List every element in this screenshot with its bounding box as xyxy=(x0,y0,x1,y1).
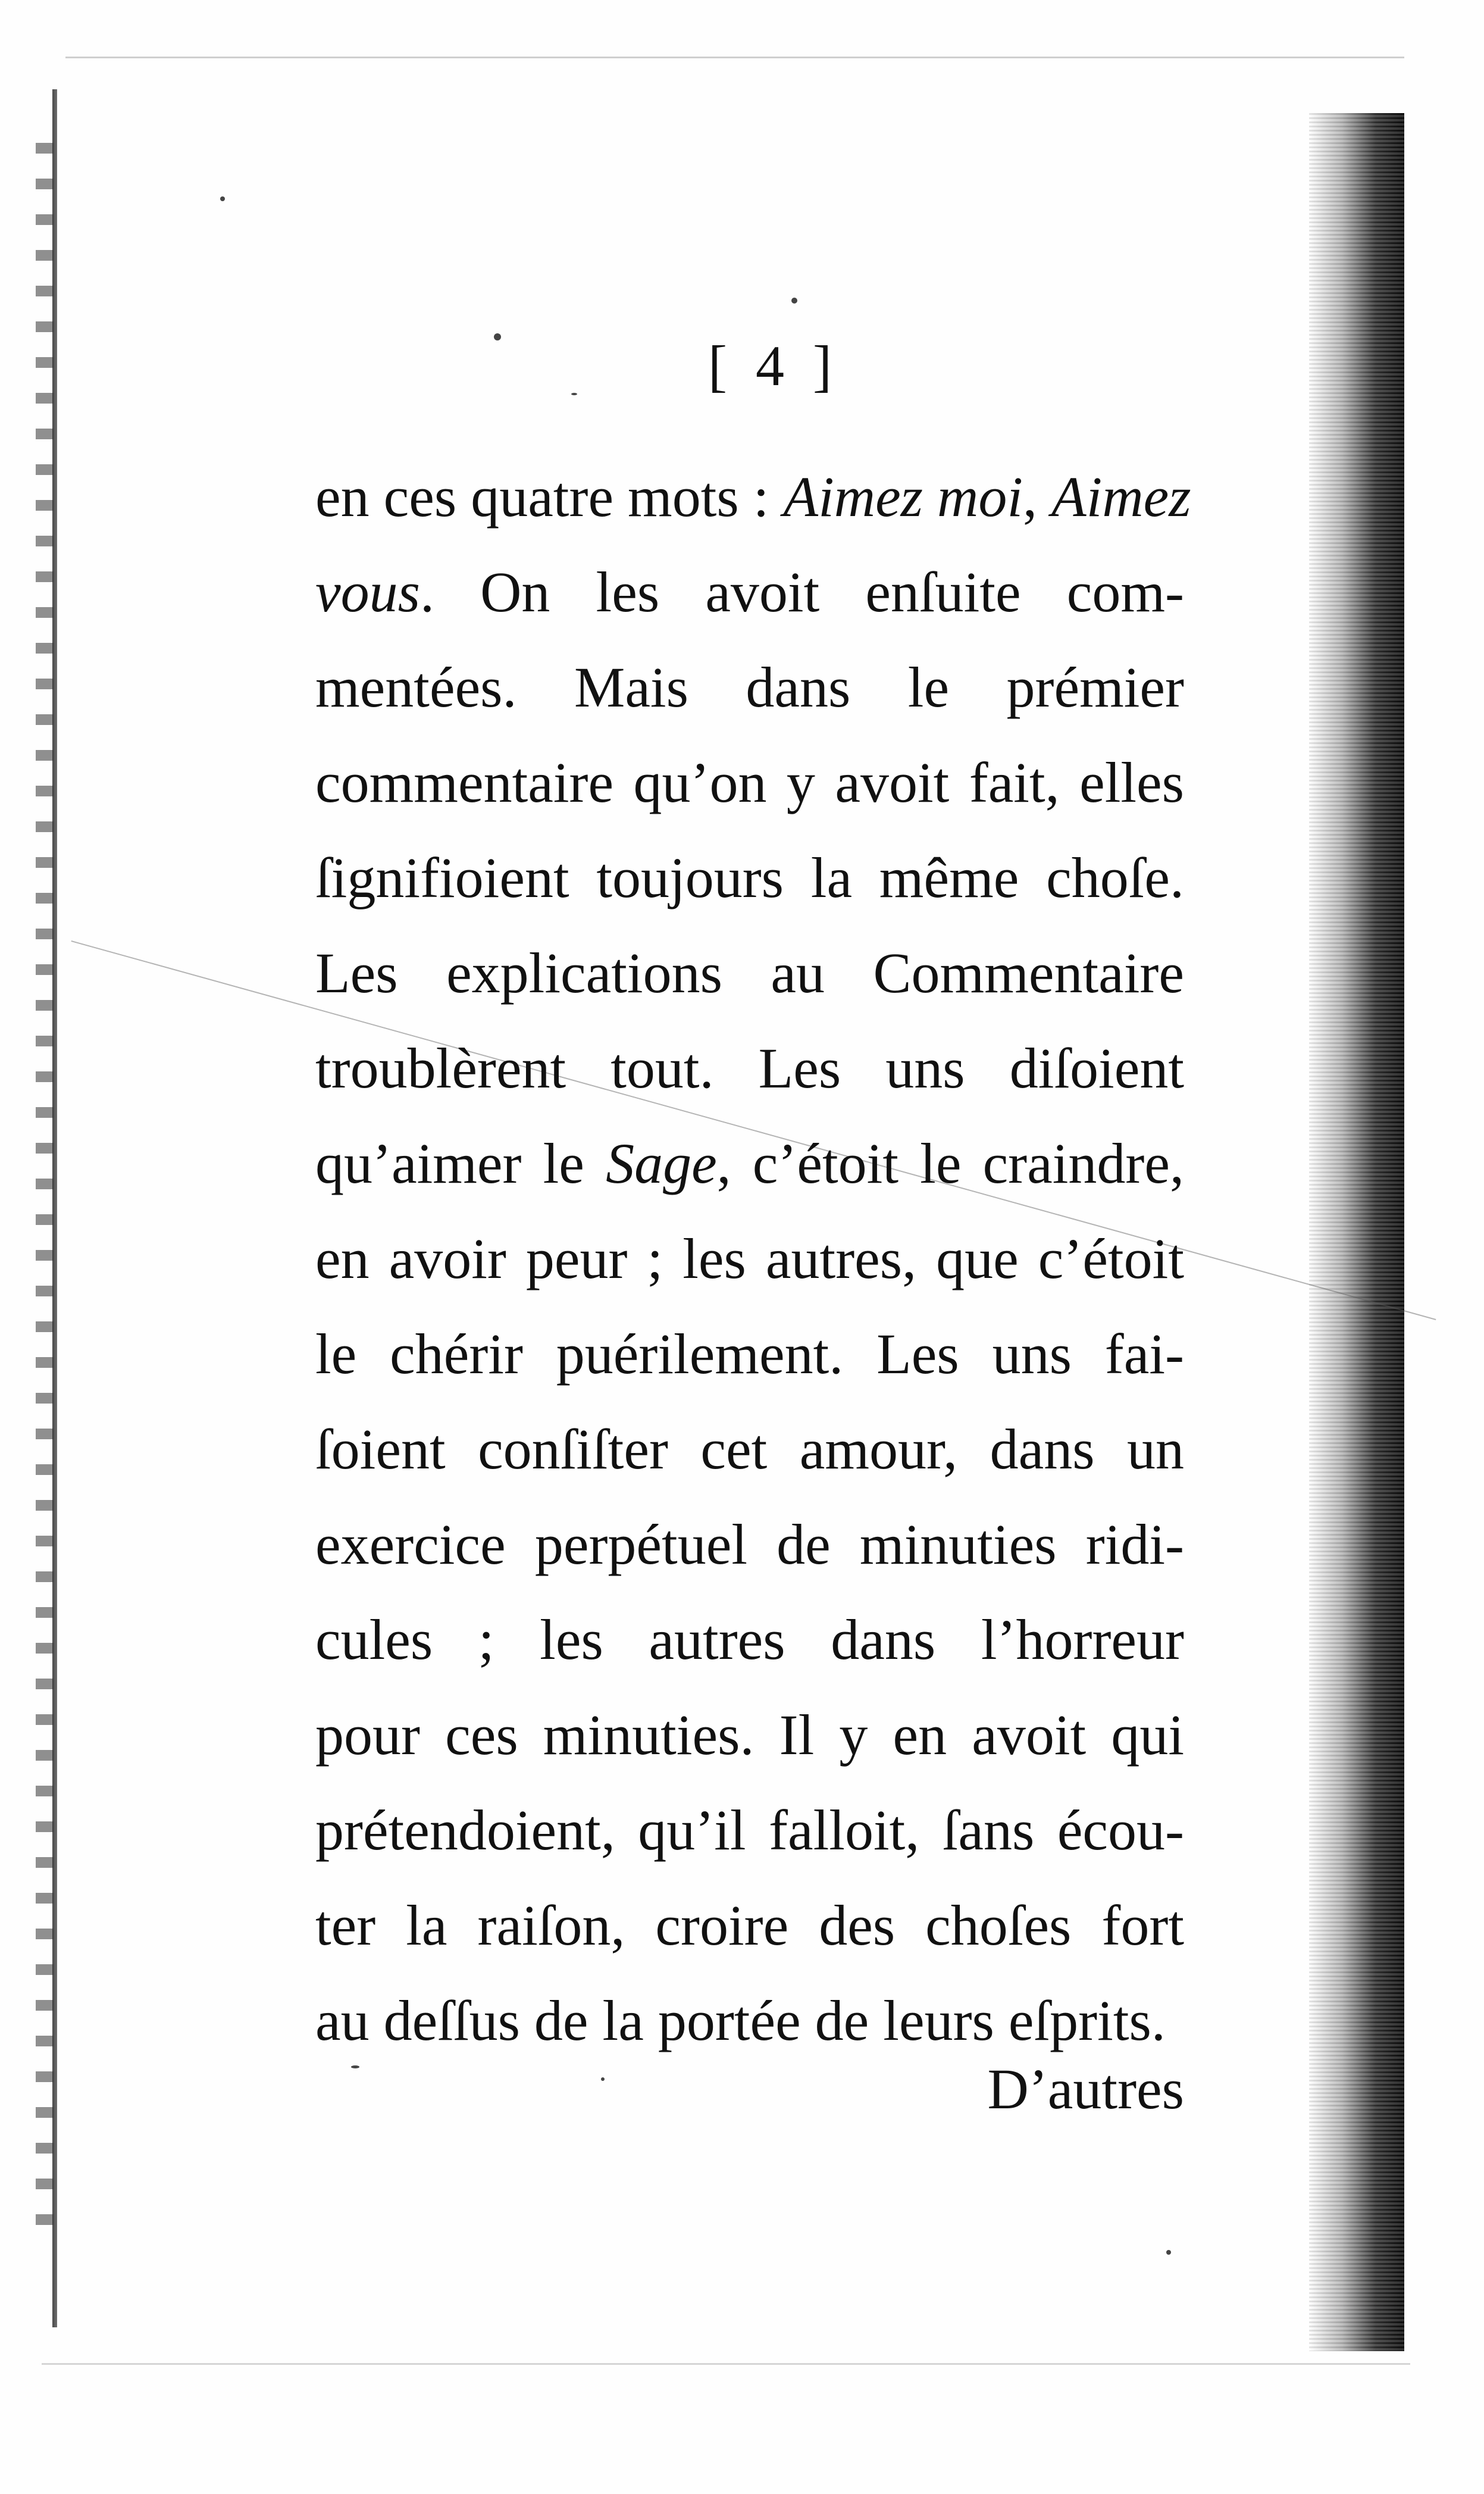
text-line: exercice perpétuel de minuties ridi- xyxy=(315,1512,1184,1576)
text-line: Les explications au Commentaire xyxy=(315,941,1184,1005)
speck xyxy=(494,333,501,340)
speck xyxy=(1166,2250,1171,2255)
text-line: prétendoient, qu’il falloit, ſans écou- xyxy=(315,1798,1184,1862)
catchword: D’autres xyxy=(987,2057,1184,2121)
top-page-edge xyxy=(65,57,1404,58)
text-line: en avoir peur ; les autres, que c’étoit xyxy=(315,1227,1184,1290)
text-line: au deſſus de la portée de leurs eſprits. xyxy=(315,1989,1166,2052)
left-page-edge xyxy=(52,89,57,2327)
text-line: ſignifioient toujours la même choſe. xyxy=(315,846,1184,910)
page-number: [ 4 ] xyxy=(708,334,839,398)
right-scan-shadow xyxy=(1309,113,1404,2351)
text-line: le chérir puérilement. Les uns fai- xyxy=(315,1322,1184,1386)
speck xyxy=(220,196,225,201)
speck xyxy=(601,2077,605,2081)
text-line: ſoient conſiſter cet amour, dans un xyxy=(315,1417,1184,1481)
speck xyxy=(791,298,797,304)
text-line: qu’aimer le Sage, c’étoit le craindre, xyxy=(315,1132,1185,1195)
text-line: vous. On les avoit enſuite com- xyxy=(315,560,1184,624)
bottom-page-edge xyxy=(42,2363,1410,2365)
body-text xyxy=(315,449,1191,2068)
text-line: cules ; les autres dans l’horreur xyxy=(315,1608,1184,1671)
text-line: en ces quatre mots : Aimez moi, Aimez xyxy=(315,465,1191,529)
text-line: ter la raiſon, croire des choſes fort xyxy=(315,1893,1184,1957)
text-line: troublèrent tout. Les uns diſoient xyxy=(315,1036,1184,1100)
text-line: commentaire qu’on y avoit fait, elles xyxy=(315,751,1184,814)
text-line: mentées. Mais dans le prémier xyxy=(315,655,1184,719)
speck xyxy=(571,393,577,395)
text-line: pour ces minuties. Il y en avoit qui xyxy=(315,1703,1184,1767)
left-binding-marks xyxy=(36,143,54,2226)
